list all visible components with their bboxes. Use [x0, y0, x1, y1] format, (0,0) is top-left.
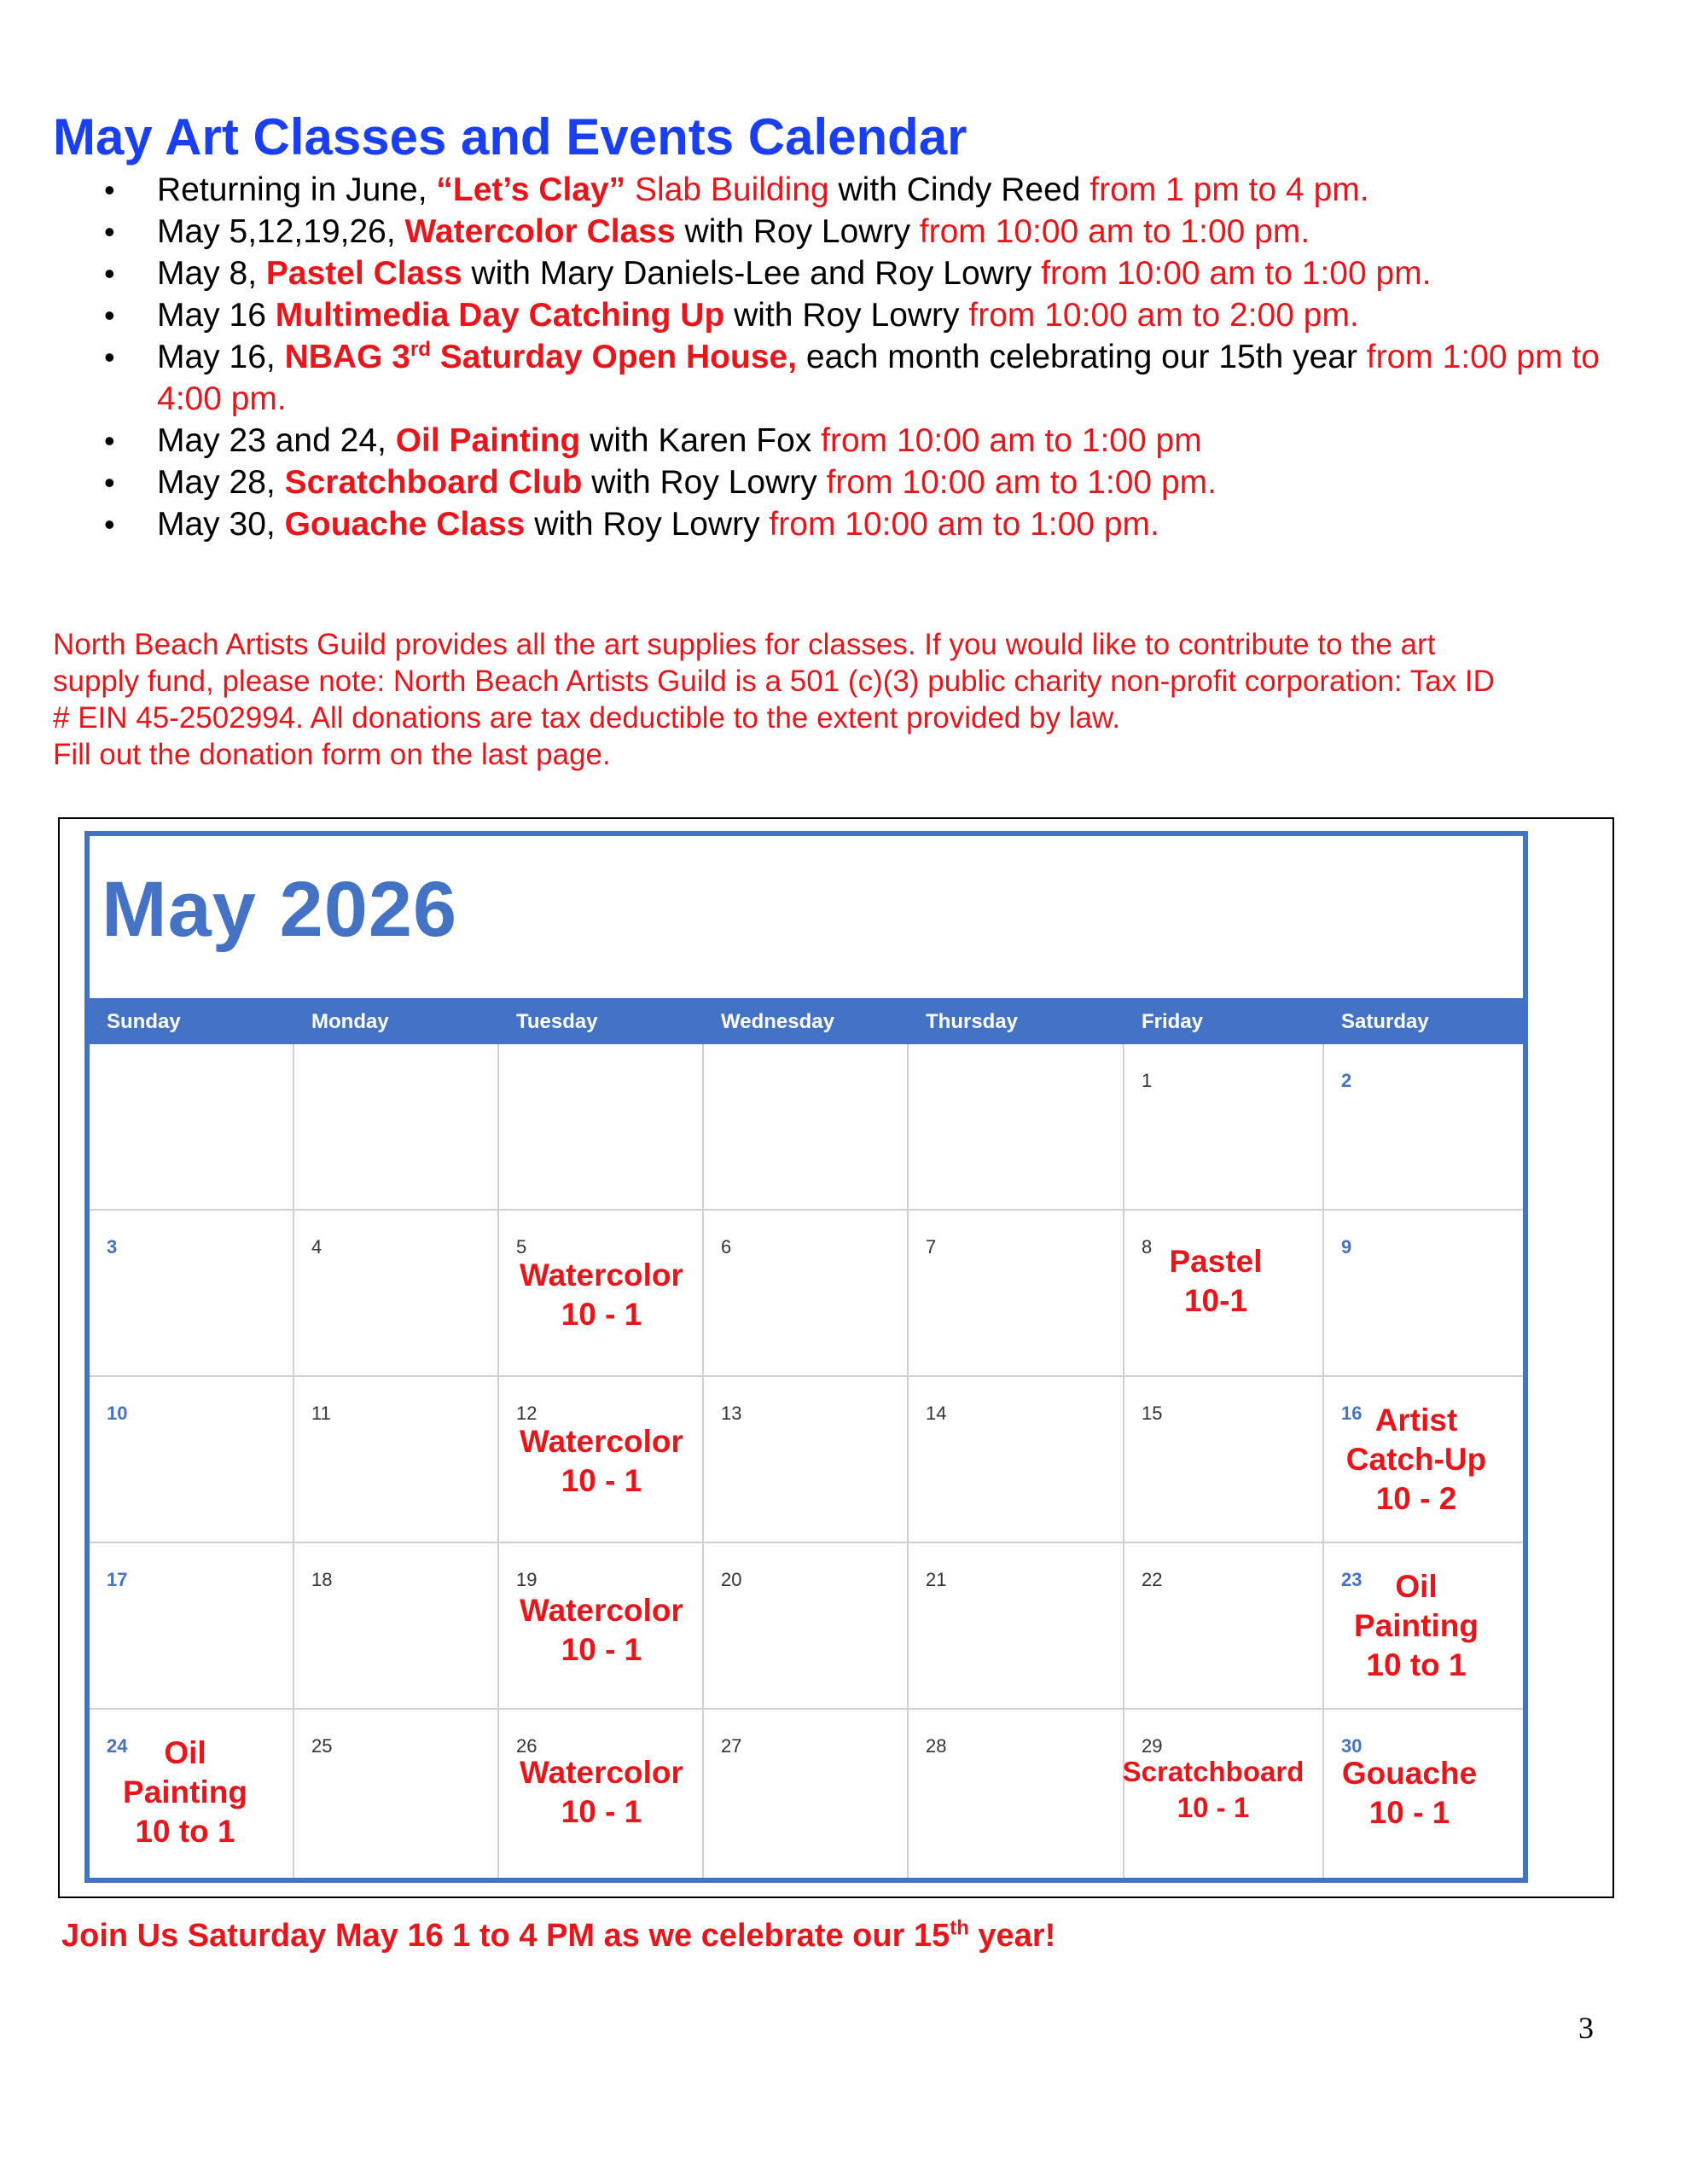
event-line: 10 - 1 — [1177, 1792, 1250, 1823]
event-text-part: with Mary Daniels-Lee and Roy Lowry — [462, 255, 1042, 292]
event-line: Scratchboard — [1122, 1756, 1304, 1787]
calendar-event — [1122, 1242, 1310, 1321]
day-number: 22 — [1142, 1569, 1163, 1590]
event-line: 10 - 1 — [1368, 1795, 1450, 1830]
day-number: 28 — [926, 1735, 947, 1757]
calendar-event — [1119, 1754, 1307, 1826]
event-line: Oil — [1395, 1569, 1438, 1604]
join-text: Join Us Saturday May 16 1 to 4 PM as we celebrate our 15 — [61, 1918, 950, 1954]
bullet-icon: • — [104, 256, 115, 291]
event-item — [104, 503, 1606, 545]
calendar-cell — [704, 1044, 909, 1211]
calendar-cell — [294, 1710, 499, 1878]
calendar-cell — [90, 1543, 294, 1710]
event-text-part: May 16, — [157, 339, 285, 375]
event-line: Watercolor — [520, 1755, 683, 1790]
event-item — [104, 294, 1606, 336]
bullet-icon: • — [104, 423, 115, 458]
calendar-cell — [909, 1710, 1124, 1878]
event-item — [104, 336, 1606, 420]
day-name-thursday: Thursday — [926, 1010, 1019, 1033]
event-text-part: Saturday Open House, — [430, 339, 798, 375]
day-number: 27 — [721, 1735, 742, 1757]
calendar-cell — [704, 1710, 909, 1878]
event-text-part: Multimedia Day Catching Up — [275, 297, 725, 334]
event-line: Catch-Up — [1345, 1442, 1487, 1477]
event-line: 10 - 1 — [561, 1463, 642, 1498]
day-number: 16 — [1341, 1403, 1363, 1424]
day-number: 15 — [1142, 1403, 1163, 1424]
calendar-cell — [909, 1543, 1124, 1710]
day-name-saturday: Saturday — [1341, 1010, 1429, 1033]
event-text-part: “Let’s Clay” — [436, 171, 626, 208]
join-end: year! — [968, 1918, 1056, 1954]
join-sup: th — [950, 1916, 969, 1940]
event-line: Painting — [123, 1774, 247, 1809]
bullet-icon: • — [104, 340, 115, 375]
day-number: 30 — [1341, 1735, 1363, 1757]
event-line: 10 - 1 — [561, 1794, 642, 1829]
event-text-part: May 16 — [157, 297, 276, 334]
calendar-cell — [294, 1543, 499, 1710]
calendar-cell — [90, 1377, 294, 1543]
event-line: Gouache — [1341, 1756, 1478, 1791]
event-text-part: from 10:00 am to 1:00 pm. — [919, 213, 1310, 250]
day-number: 23 — [1341, 1569, 1363, 1590]
event-line: Watercolor — [520, 1258, 683, 1292]
calendar-cell — [90, 1044, 294, 1211]
bullet-icon: • — [104, 172, 115, 207]
event-text-part: from 10:00 am to 2:00 pm. — [968, 297, 1359, 334]
calendar-cell — [294, 1211, 499, 1377]
event-text-part: Returning in June, — [157, 171, 437, 208]
calendar-cell — [909, 1211, 1124, 1377]
calendar-event — [508, 1422, 695, 1501]
event-text-part: from 1:00 pm to 4:00 pm. — [157, 339, 1600, 417]
event-line: 10-1 — [1183, 1283, 1248, 1318]
event-text-part: Gouache Class — [284, 506, 526, 543]
event-line: Artist — [1374, 1403, 1458, 1438]
day-number: 29 — [1142, 1735, 1163, 1757]
day-number: 21 — [926, 1569, 947, 1590]
day-number: 14 — [926, 1403, 947, 1424]
event-line: 10 to 1 — [135, 1814, 235, 1849]
event-text-part: Slab Building — [625, 171, 829, 208]
note-line: # EIN 45-2502994. All donations are tax deductible to the extent provided by law. — [53, 701, 1121, 735]
event-text-part: May 8, — [157, 255, 266, 292]
calendar-cell — [704, 1211, 909, 1377]
event-text-part: rd — [410, 338, 431, 361]
day-number: 5 — [516, 1236, 527, 1258]
event-text-part: Scratchboard Club — [284, 464, 583, 501]
event-item — [104, 211, 1606, 253]
event-item — [104, 462, 1606, 503]
bullet-icon: • — [104, 214, 115, 249]
day-number: 3 — [107, 1236, 118, 1258]
event-item — [104, 169, 1606, 211]
day-name-wednesday: Wednesday — [721, 1010, 834, 1033]
day-number: 11 — [311, 1403, 331, 1424]
calendar-event — [1316, 1754, 1503, 1833]
calendar-cell — [1124, 1044, 1324, 1211]
event-text-part: Oil Painting — [395, 422, 581, 459]
bullet-icon: • — [104, 507, 115, 542]
calendar-event — [508, 1256, 695, 1334]
event-text-part: Pastel Class — [265, 255, 462, 292]
event-text-part: with Roy Lowry — [724, 297, 969, 334]
event-line: 10 - 2 — [1375, 1481, 1457, 1516]
event-text-part: with Roy Lowry — [675, 213, 920, 250]
day-name-monday: Monday — [311, 1010, 389, 1033]
day-number: 26 — [516, 1735, 537, 1757]
event-text-part: from 10:00 am to 1:00 pm. — [1041, 255, 1432, 292]
day-header-row — [90, 998, 1523, 1044]
day-number: 4 — [311, 1236, 322, 1258]
event-text-part: each month celebrating our 15th year — [797, 339, 1367, 375]
event-text-part: May 28, — [157, 464, 285, 501]
day-number: 19 — [516, 1569, 537, 1590]
event-line: Pastel — [1169, 1244, 1263, 1279]
event-text-part: with Cindy Reed — [828, 171, 1090, 208]
page-title: May Art Classes and Events Calendar — [53, 108, 967, 166]
day-number: 2 — [1341, 1070, 1352, 1091]
calendar-cell — [909, 1377, 1124, 1543]
day-number: 13 — [721, 1403, 742, 1424]
calendar-event — [1322, 1401, 1510, 1519]
day-number: 9 — [1341, 1236, 1352, 1258]
event-text-part: from 1 pm to 4 pm. — [1089, 171, 1369, 208]
event-line: Oil — [164, 1735, 206, 1770]
page-number: 3 — [1578, 2011, 1594, 2045]
calendar-event — [1322, 1567, 1510, 1685]
calendar-frame — [58, 817, 1614, 1898]
day-number: 17 — [107, 1569, 128, 1590]
note-line: Fill out the donation form on the last page. — [53, 738, 611, 771]
event-line: 10 - 1 — [561, 1632, 642, 1667]
event-line: 10 - 1 — [561, 1297, 642, 1332]
day-name-friday: Friday — [1142, 1010, 1204, 1033]
day-number: 24 — [107, 1735, 128, 1757]
day-number: 10 — [107, 1403, 128, 1424]
calendar-event — [508, 1591, 695, 1670]
calendar-cell — [1324, 1044, 1523, 1211]
event-line: Watercolor — [520, 1593, 683, 1628]
event-item — [104, 420, 1606, 462]
calendar-cell — [294, 1377, 499, 1543]
event-line: 10 to 1 — [1366, 1647, 1467, 1682]
calendar-cell — [1124, 1543, 1324, 1710]
event-text-part: with Roy Lowry — [582, 464, 827, 501]
calendar-cell — [909, 1044, 1124, 1211]
note-line: supply fund, please note: North Beach Artists Guild is a 501 (c)(3) public charity non-profit corporation: Tax ID — [53, 665, 1495, 698]
event-line: Painting — [1354, 1608, 1479, 1643]
day-number: 20 — [721, 1569, 742, 1590]
day-name-tuesday: Tuesday — [516, 1010, 598, 1033]
calendar-cell — [90, 1211, 294, 1377]
calendar-grid — [90, 1044, 1523, 1878]
day-number: 12 — [516, 1403, 537, 1424]
calendar-cell — [1324, 1211, 1523, 1377]
calendar-cell — [1124, 1377, 1324, 1543]
event-text-part: Watercolor Class — [404, 213, 676, 250]
day-number: 8 — [1142, 1236, 1153, 1258]
calendar-cell — [294, 1044, 499, 1211]
events-list — [104, 169, 1606, 545]
join-us-banner — [61, 1918, 1055, 1955]
day-name-sunday: Sunday — [107, 1010, 181, 1033]
calendar — [84, 831, 1528, 1883]
calendar-cell — [704, 1377, 909, 1543]
calendar-event — [508, 1753, 695, 1832]
event-item — [104, 253, 1606, 294]
day-number: 18 — [311, 1569, 333, 1590]
event-text-part: NBAG 3 — [284, 339, 410, 375]
event-text-part: May 5,12,19,26, — [157, 213, 405, 250]
day-number: 25 — [311, 1735, 333, 1757]
calendar-cell — [704, 1543, 909, 1710]
day-number: 7 — [926, 1236, 937, 1258]
event-text-part: with Karen Fox — [580, 422, 822, 459]
event-text-part: from 10:00 am to 1:00 pm. — [826, 464, 1217, 501]
event-text-part: with Roy Lowry — [525, 506, 770, 543]
donation-note — [53, 626, 1623, 773]
event-text-part: May 30, — [157, 506, 285, 543]
day-number: 1 — [1142, 1070, 1153, 1091]
note-line: North Beach Artists Guild provides all the art supplies for classes. If you would like to contribute to the art — [53, 628, 1436, 661]
bullet-icon: • — [104, 465, 115, 500]
event-text-part: May 23 and 24, — [157, 422, 396, 459]
calendar-cell — [499, 1044, 704, 1211]
event-text-part: from 10:00 am to 1:00 pm. — [769, 506, 1159, 543]
bullet-icon: • — [104, 298, 115, 333]
event-line: Watercolor — [520, 1424, 683, 1459]
calendar-title: May 2026 — [102, 866, 458, 953]
day-number: 6 — [721, 1236, 732, 1258]
event-text-part: from 10:00 am to 1:00 pm — [821, 422, 1202, 459]
calendar-event — [91, 1734, 279, 1851]
